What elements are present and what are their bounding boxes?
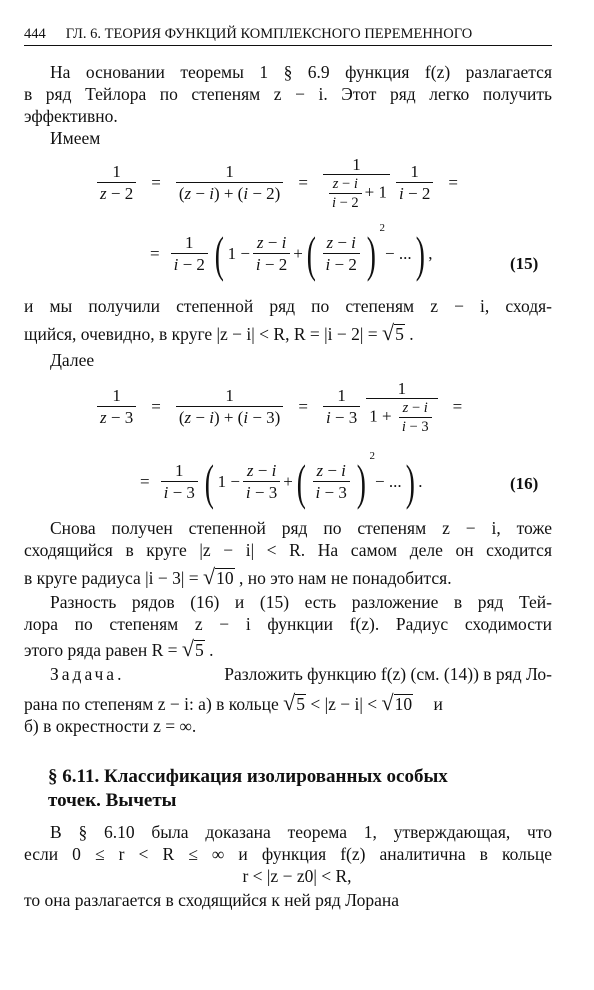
- equation-16-number: (16): [510, 474, 539, 493]
- sqrt-10: √ 10: [203, 564, 234, 589]
- para2-line2: [24, 322, 414, 345]
- running-header: [24, 26, 552, 46]
- sqrt-10-ring: √ 10: [381, 690, 413, 715]
- para2-line1: и мы получили степенной ряд по степеням z − i, сходя-: [24, 296, 552, 316]
- equation-16-row1: $\frac{1}{z - 3}$ = $\frac{1}{(z - i) + (i - 3)}$ = $\frac{1}{i - 3}$ 1 1 + $\frac{z - i}{i - 3}$ =: [94, 372, 462, 442]
- equation-15-row2: = $\frac{1}{i - 2}$ ( 1 − $\frac{z - i}{i - 2}$ + ( $\frac{z - i}{i - 2}$ ) $^2$ − ... ) ,: [150, 222, 433, 282]
- task-label: Задача.: [50, 664, 125, 684]
- equation-16-row2: = $\frac{1}{i - 3}$ ( 1 − $\frac{z - i}{i - 3}$ + ( $\frac{z - i}{i - 3}$ ) $^2$ − ... ) .: [140, 450, 423, 510]
- task-line2-text: рана по степеням z − i: а) в кольце: [24, 694, 279, 714]
- para2-line2-end: .: [409, 324, 414, 344]
- running-title: ГЛ. 6. ТЕОРИЯ ФУНКЦИЙ КОМПЛЕКСНОГО ПЕРЕМЕННОГО: [65, 26, 473, 42]
- equation-15-number: (15): [510, 254, 539, 273]
- sqrt-5: √ 5: [381, 320, 404, 345]
- task-line2: [24, 692, 443, 715]
- para1-line4: Имеем: [50, 128, 101, 148]
- para3-line1: Снова получен степенной ряд по степеням z − i, тоже: [50, 518, 552, 538]
- para4-line3-text: этого ряда равен R =: [24, 640, 178, 660]
- page-number: 444: [24, 26, 46, 42]
- para5-line3: r < |z − z0| < R,: [242, 866, 352, 886]
- para3-line3-text: в круге радиуса |i − 3| =: [24, 568, 199, 588]
- para3-line2: сходящийся в круге |z − i| < R. На самом деле он сходится: [24, 540, 552, 560]
- para1-line2: в ряд Тейлора по степеням z − i. Этот ряд легко получить: [24, 84, 552, 104]
- para5-line1: В § 6.10 была доказана теорема 1, утверждающая, что: [50, 822, 552, 842]
- para4-line3-end: .: [209, 640, 214, 660]
- section-title-line1: § 6.11. Классификация изолированных особых: [48, 766, 448, 787]
- para1-line1: На основании теоремы 1 § 6.9 функция f(z) разлагается: [50, 62, 552, 82]
- para4-line3: [24, 638, 213, 661]
- task-line1: [50, 664, 552, 685]
- equation-15-row1: $\frac{1}{z - 2}$ = $\frac{1}{(z - i) + (i - 2)}$ = 1 $\frac{z - i}{i - 2}$ + 1 $\frac{1}{i - 2}$ =: [94, 148, 458, 218]
- para1-line3: эффективно.: [24, 106, 118, 126]
- sqrt-5-ring: √ 5: [283, 690, 305, 715]
- task-line2-mid: < |z − i| <: [310, 694, 378, 714]
- para4-line2: лора по степеням z − i функции f(z). Радиус сходимости: [24, 614, 552, 634]
- para2-line2-text: щийся, очевидно, в круге |z − i| < R, R = |i − 2| =: [24, 324, 378, 344]
- task-line1-text: Разложить функцию f(z) (см. (14)) в ряд Ло-: [224, 664, 552, 684]
- section-title-line2: точек. Вычеты: [48, 790, 177, 811]
- para5-line4: то она разлагается в сходящийся к ней ряд Лорана: [24, 890, 400, 910]
- para3-line3-end: , но это нам не понадобится.: [238, 568, 452, 588]
- para5-line2: если 0 ≤ r < R ≤ ∞ и функция f(z) аналитична в кольце: [24, 844, 552, 864]
- para3-line3: [24, 566, 452, 589]
- para2-line3: Далее: [50, 350, 95, 370]
- para4-line1: Разность рядов (16) и (15) есть разложение в ряд Тей-: [50, 592, 552, 612]
- sqrt-5-radius: √ 5: [181, 636, 204, 661]
- task-line3: б) в окрестности z = ∞.: [24, 716, 197, 736]
- task-line2-end: и: [433, 694, 443, 714]
